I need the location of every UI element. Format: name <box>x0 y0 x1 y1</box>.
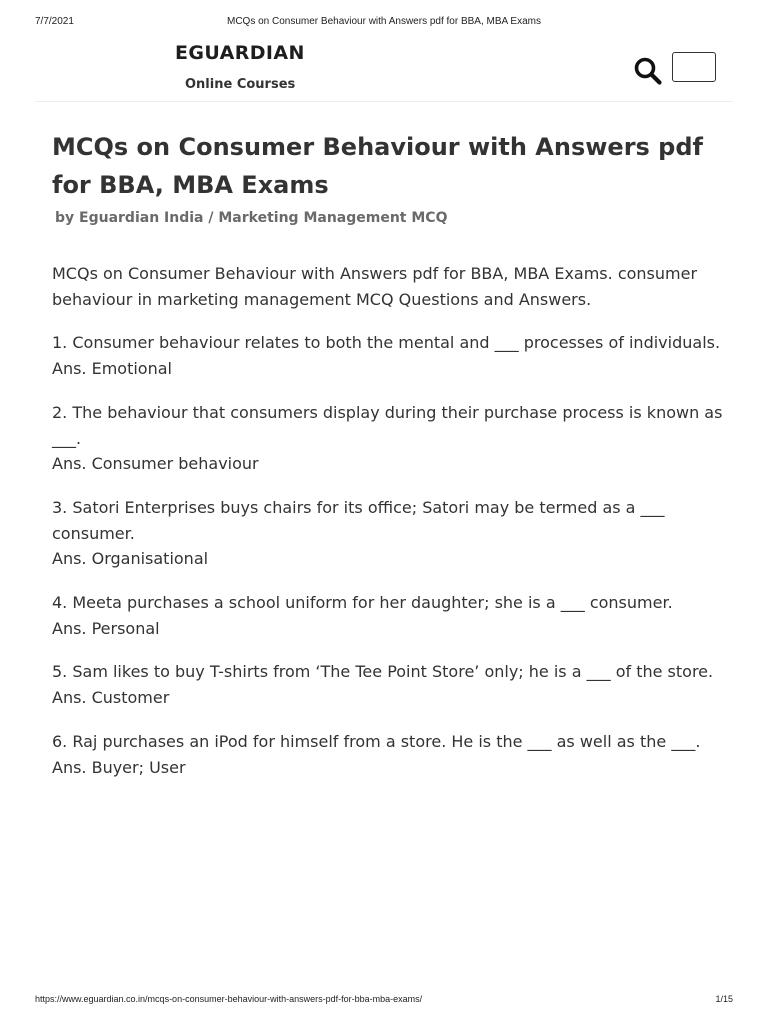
question-text: 1. Consumer behaviour relates to both the mental and ___ processes of individuals. <box>52 333 721 353</box>
answer-text: Ans. Customer <box>52 688 170 708</box>
site-title[interactable]: EGUARDIAN <box>175 42 305 64</box>
print-footer-url: https://www.eguardian.co.in/mcqs-on-consumer-behaviour-with-answers-pdf-for-bba-mba-exams/ <box>35 994 423 1004</box>
author-link[interactable]: Eguardian India <box>79 210 204 226</box>
category-link[interactable]: Marketing Management MCQ <box>218 210 448 226</box>
question-text: 5. Sam likes to buy T-shirts from ‘The Tee Point Store’ only; he is a ___ of the store. <box>52 662 714 682</box>
answer-text: Ans. Organisational <box>52 549 209 569</box>
question-block <box>52 330 724 381</box>
question-block <box>52 495 724 572</box>
header-divider <box>35 101 733 102</box>
question-text: 4. Meeta purchases a school uniform for her daughter; she is a ___ consumer. <box>52 593 673 613</box>
question-block <box>52 659 724 710</box>
site-tagline: Online Courses <box>185 77 296 92</box>
meta-separator: / <box>208 210 214 226</box>
post-meta <box>55 210 447 226</box>
intro-paragraph: MCQs on Consumer Behaviour with Answers pdf for BBA, MBA Exams. consumer behaviour in marketing management MCQ Questions and Answers. <box>52 264 698 309</box>
answer-text: Ans. Personal <box>52 618 160 638</box>
meta-prefix: by <box>55 210 75 226</box>
question-text: 2. The behaviour that consumers display during their purchase process is known as ___. <box>52 402 723 448</box>
question-text: 6. Raj purchases an iPod for himself from a store. He is the ___ as well as the ___. <box>52 731 701 751</box>
post-content <box>52 261 724 798</box>
question-block <box>52 400 724 477</box>
answer-text: Ans. Consumer behaviour <box>52 454 259 474</box>
answer-text: Ans. Buyer; User <box>52 757 186 777</box>
question-block <box>52 729 724 780</box>
answer-text: Ans. Emotional <box>52 359 172 379</box>
post-title: MCQs on Consumer Behaviour with Answers pdf for BBA, MBA Exams <box>52 133 703 199</box>
menu-toggle-button[interactable] <box>672 52 716 82</box>
question-block <box>52 590 724 641</box>
question-text: 3. Satori Enterprises buys chairs for its office; Satori may be termed as a ___ consumer. <box>52 497 665 543</box>
print-page-number: 1/15 <box>715 994 733 1004</box>
search-icon[interactable] <box>633 56 663 86</box>
print-date: 7/7/2021 <box>35 16 74 27</box>
print-header-title: MCQs on Consumer Behaviour with Answers pdf for BBA, MBA Exams <box>226 16 541 27</box>
